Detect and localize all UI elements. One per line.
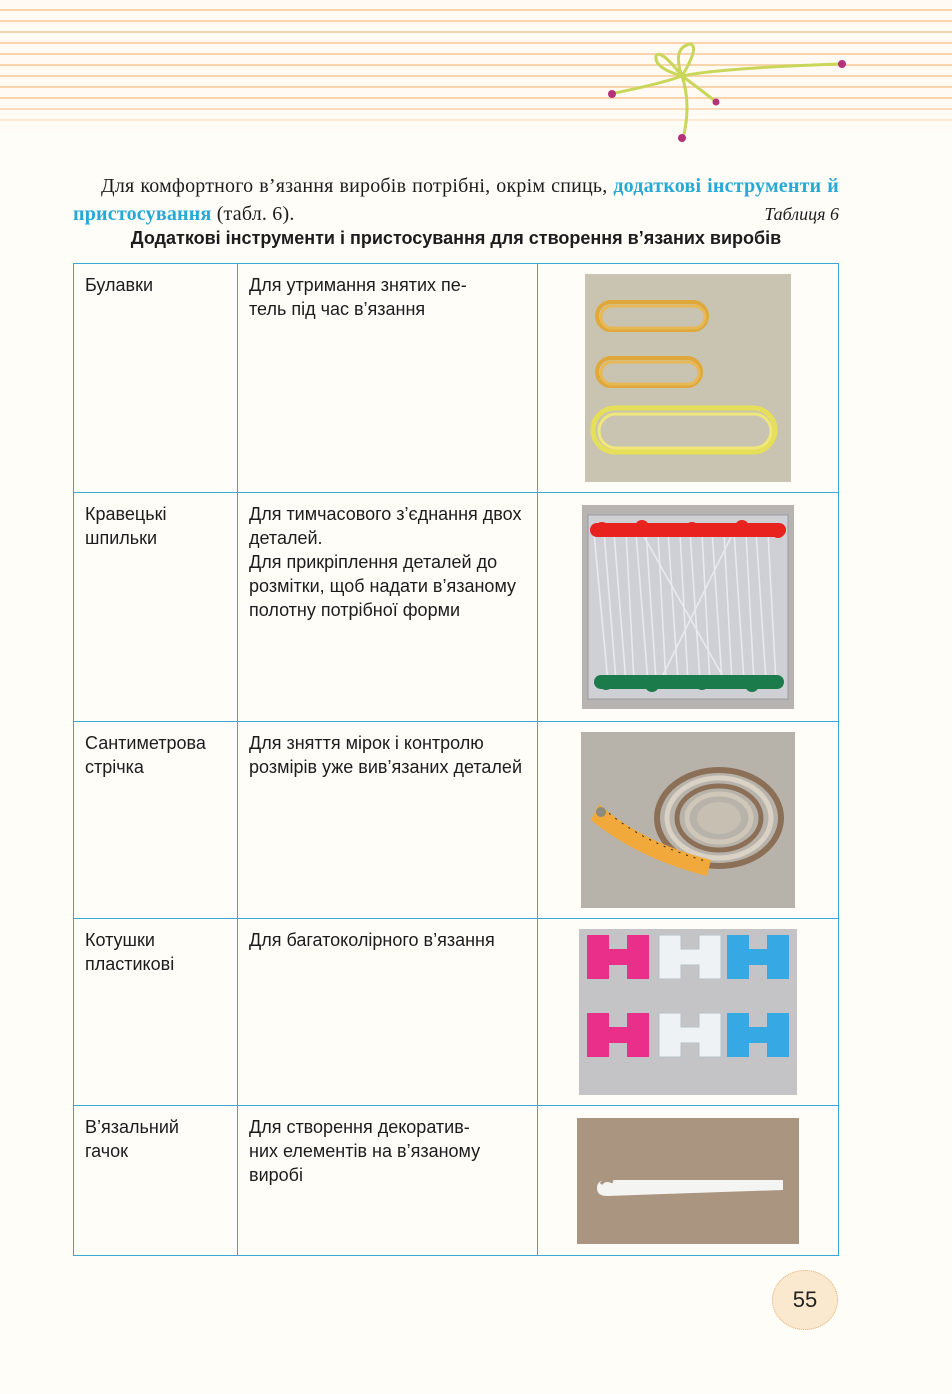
tool-image-cell xyxy=(538,264,839,493)
tool-description: Для створення декоратив- них елементів на в’язаному виробі xyxy=(238,1106,538,1256)
intro-highlight: додаткові інструменти й пристосування xyxy=(73,175,839,225)
stitch-holders-photo xyxy=(585,274,791,482)
tool-description: Для тимчасового з’єднання двох деталей. Для прикріплення деталей до розмітки, щоб надати в’язаному полотну потрібної форми xyxy=(238,493,538,722)
page-number-badge xyxy=(772,1270,838,1330)
table-number: Таблиця 6 xyxy=(764,204,839,224)
tool-name: В’язальний гачок xyxy=(74,1106,238,1256)
table-row xyxy=(74,493,839,722)
tool-image-cell xyxy=(538,919,839,1106)
intro-text-after: (табл. 6). xyxy=(211,203,295,225)
yarn-bobbins-photo xyxy=(579,929,797,1095)
tool-name: Сантиметрова стрічка xyxy=(74,722,238,919)
tool-image-cell xyxy=(538,1106,839,1256)
intro-paragraph xyxy=(73,172,839,228)
table-row xyxy=(74,264,839,493)
tool-name: Булавки xyxy=(74,264,238,493)
measuring-tape-photo xyxy=(581,732,795,908)
table-title: Додаткові інструменти і пристосування для створення в’язаних виробів xyxy=(130,228,782,248)
table-row xyxy=(74,722,839,919)
crochet-hook-photo xyxy=(577,1118,799,1244)
tool-image-cell xyxy=(538,493,839,722)
tool-image-cell xyxy=(538,722,839,919)
tool-name: Котушки пластикові xyxy=(74,919,238,1106)
tool-name: Кравецькі шпильки xyxy=(74,493,238,722)
tool-description: Для зняття мірок і контролю розмірів уже вив’язаних деталей xyxy=(238,722,538,919)
sewing-pins-photo xyxy=(582,505,794,709)
table-row xyxy=(74,919,839,1106)
page-number: 55 xyxy=(792,1287,818,1312)
table-row xyxy=(74,1106,839,1256)
ribbon-bow-decoration xyxy=(600,38,860,148)
tools-table xyxy=(73,263,839,1256)
tool-description: Для багатоколірного в’язання xyxy=(238,919,538,1106)
tool-description: Для утримання знятих пе- тель під час в’язання xyxy=(238,264,538,493)
intro-text-before: Для комфортного в’язання виробів потрібні, окрім спиць, xyxy=(101,175,614,197)
